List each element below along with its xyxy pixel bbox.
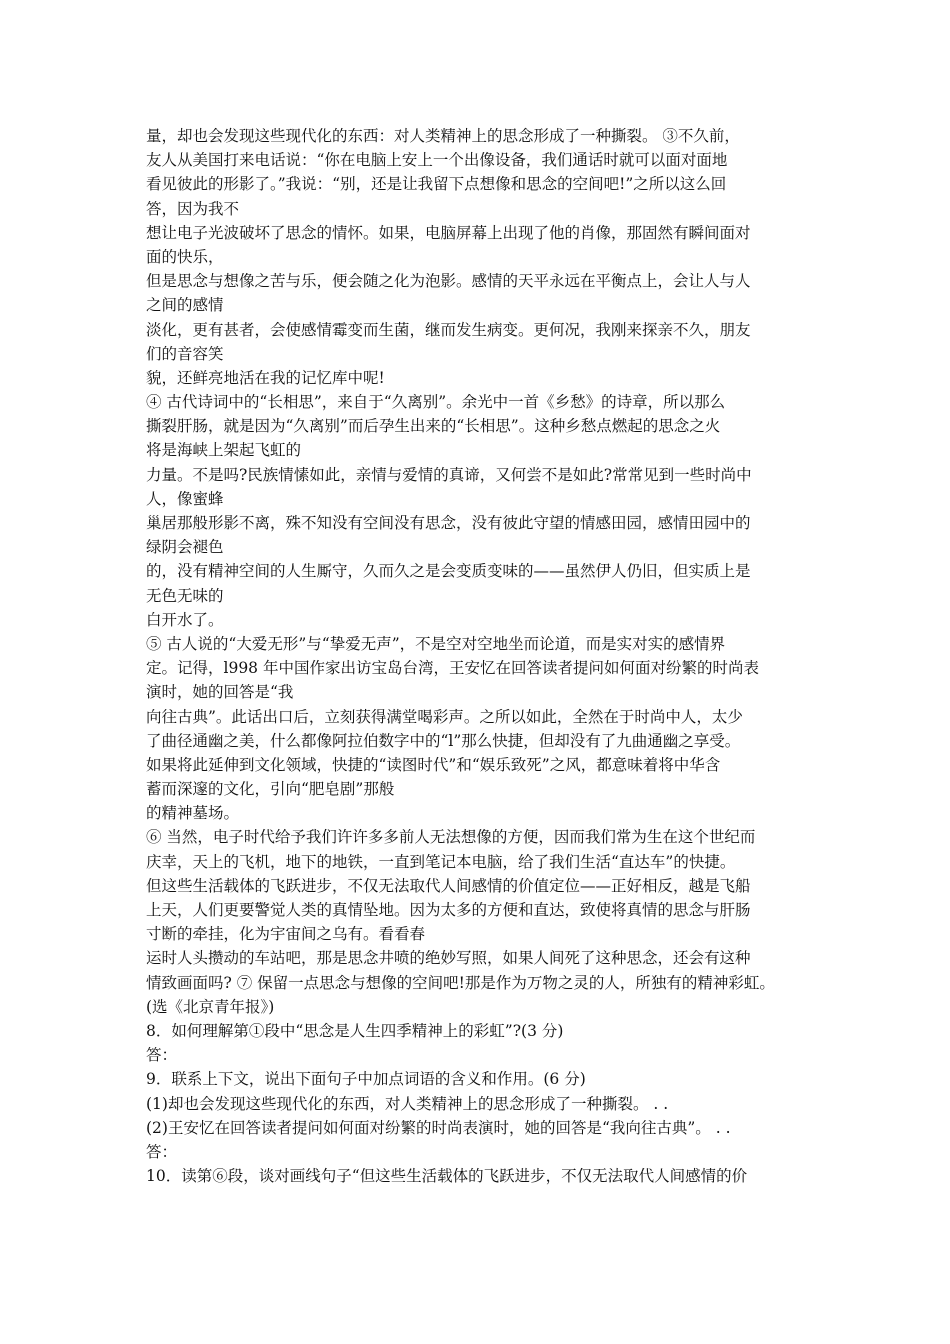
text-line: 情致画面吗? ⑦ 保留一点思念与想像的空间吧!那是作为万物之灵的人，所独有的精神彩虹。 xyxy=(146,973,775,992)
text-line: 量，却也会发现这些现代化的东西：对人类精神上的思念形成了一种撕裂。 ③不久前， xyxy=(146,127,740,145)
text-line: 之间的感情 xyxy=(146,296,224,315)
text-line: 看见彼此的形影了。”我说：“别，还是让我留下点想像和思念的空间吧!”之所以这么回 xyxy=(146,175,727,194)
text-line: 的精神墓场。 xyxy=(146,804,240,823)
text-line: 运时人头攒动的车站吧，那是思念井喷的绝妙写照，如果人间死了这种思念，还会有这种 xyxy=(146,949,751,968)
text-line: ④ 古代诗词中的“长相思”，来自于“久离别”。余光中一首《乡愁》的诗章，所以那么 xyxy=(146,393,726,412)
text-line: 10．读第⑥段，谈对画线句子“但这些生活载体的飞跃进步，不仅无法取代人间感情的价 xyxy=(146,1167,748,1186)
text-line: 寸断的牵挂，化为宇宙间之乌有。看看春 xyxy=(146,925,426,944)
text-line: 想让电子光波破坏了思念的情怀。如果，电脑屏幕上出现了他的肖像，那固然有瞬间面对 xyxy=(146,223,751,242)
text-line: 庆幸，天上的飞机，地下的地铁，一直到笔记本电脑，给了我们生活“直达车”的快捷。 xyxy=(146,852,736,871)
text-line: 但是思念与想像之苦与乐，便会随之化为泡影。感情的天平永远在平衡点上，会让人与人 xyxy=(146,272,751,291)
text-line: (2)王安忆在回答读者提问如何面对纷繁的时尚表演时，她的回答是“我向往古典”。 . . xyxy=(146,1118,731,1137)
text-line: 绿阴会褪色 xyxy=(146,538,224,557)
text-line: 了曲径通幽之美，什么都像阿拉伯数字中的“l”那么快捷，但却没有了九曲通幽之享受。 xyxy=(146,731,741,750)
text-line: 们的音容笑 xyxy=(146,344,224,363)
text-line: 将是海峡上架起飞虹的 xyxy=(146,441,302,460)
text-line: 答，因为我不 xyxy=(146,199,240,218)
text-line: 但这些生活载体的飞跃进步，不仅无法取代人间感情的价值定位——正好相反，越是飞船 xyxy=(146,876,751,895)
text-line: 友人从美国打来电话说：“你在电脑上安上一个出像设备，我们通话时就可以面对面地 xyxy=(146,151,728,170)
text-line: 蓄而深邃的文化，引向“肥皂剧”那般 xyxy=(146,780,395,799)
text-line: 如果将此延伸到文化领域，快捷的“读图时代”和“娱乐致死”之风，都意味着将中华含 xyxy=(146,755,721,774)
text-line: 答： xyxy=(146,1142,178,1161)
text-line: (1)却也会发现这些现代化的东西，对人类精神上的思念形成了一种撕裂。 . . xyxy=(146,1094,669,1113)
text-line: 答： xyxy=(146,1046,178,1065)
text-line: 白开水了。 xyxy=(146,610,224,629)
text-line: 的，没有精神空间的人生厮守，久而久之是会变质变味的——虽然伊人仍旧，但实质上是 xyxy=(146,562,751,581)
text-line: 无色无味的 xyxy=(146,586,224,605)
text-line: ⑤ 古人说的“大爱无形”与“挚爱无声”，不是空对空地坐而论道，而是实对实的感情界 xyxy=(146,634,726,653)
text-line: (选《北京青年报》) xyxy=(146,997,275,1016)
text-line: 巢居那般形影不离，殊不知没有空间没有思念，没有彼此守望的情感田园，感情田园中的 xyxy=(146,514,751,532)
text-line: ⑥ 当然，电子时代给予我们许许多多前人无法想像的方便，因而我们常为生在这个世纪而 xyxy=(146,828,756,847)
text-line: 貌，还鲜亮地活在我的记忆库中呢! xyxy=(146,368,385,387)
text-line: 9．联系上下文，说出下面句子中加点词语的含义和作用。(6 分) xyxy=(146,1070,586,1089)
text-line: 淡化，更有甚者，会使感情霉变而生菌，继而发生病变。更何况，我刚来探亲不久，朋友 xyxy=(146,320,751,339)
text-line: 面的快乐， xyxy=(146,247,224,266)
document-body xyxy=(146,124,826,1188)
text-line: 上天，人们更要警觉人类的真情坠地。因为太多的方便和直达，致使将真情的思念与肝肠 xyxy=(146,901,751,919)
text-line: 撕裂肝肠，就是因为“久离别”而后孕生出来的“长相思”。这种乡愁点燃起的思念之火 xyxy=(146,417,721,436)
text-line: 定。记得，l998 年中国作家出访宝岛台湾，王安忆在回答读者提问如何面对纷繁的时尚表 xyxy=(146,659,759,678)
text-line: 人，像蜜蜂 xyxy=(146,489,224,508)
text-line: 向往古典”。此话出口后，立刻获得满堂喝彩声。之所以如此，全然在于时尚中人，太少 xyxy=(146,707,743,726)
text-line: 演时，她的回答是“我 xyxy=(146,683,294,702)
text-line: 8．如何理解第①段中“思念是人生四季精神上的彩虹”?(3 分) xyxy=(146,1021,564,1040)
text-line: 力量。不是吗?民族情愫如此，亲情与爱情的真谛，又何尝不是如此?常常见到一些时尚中 xyxy=(146,465,752,484)
